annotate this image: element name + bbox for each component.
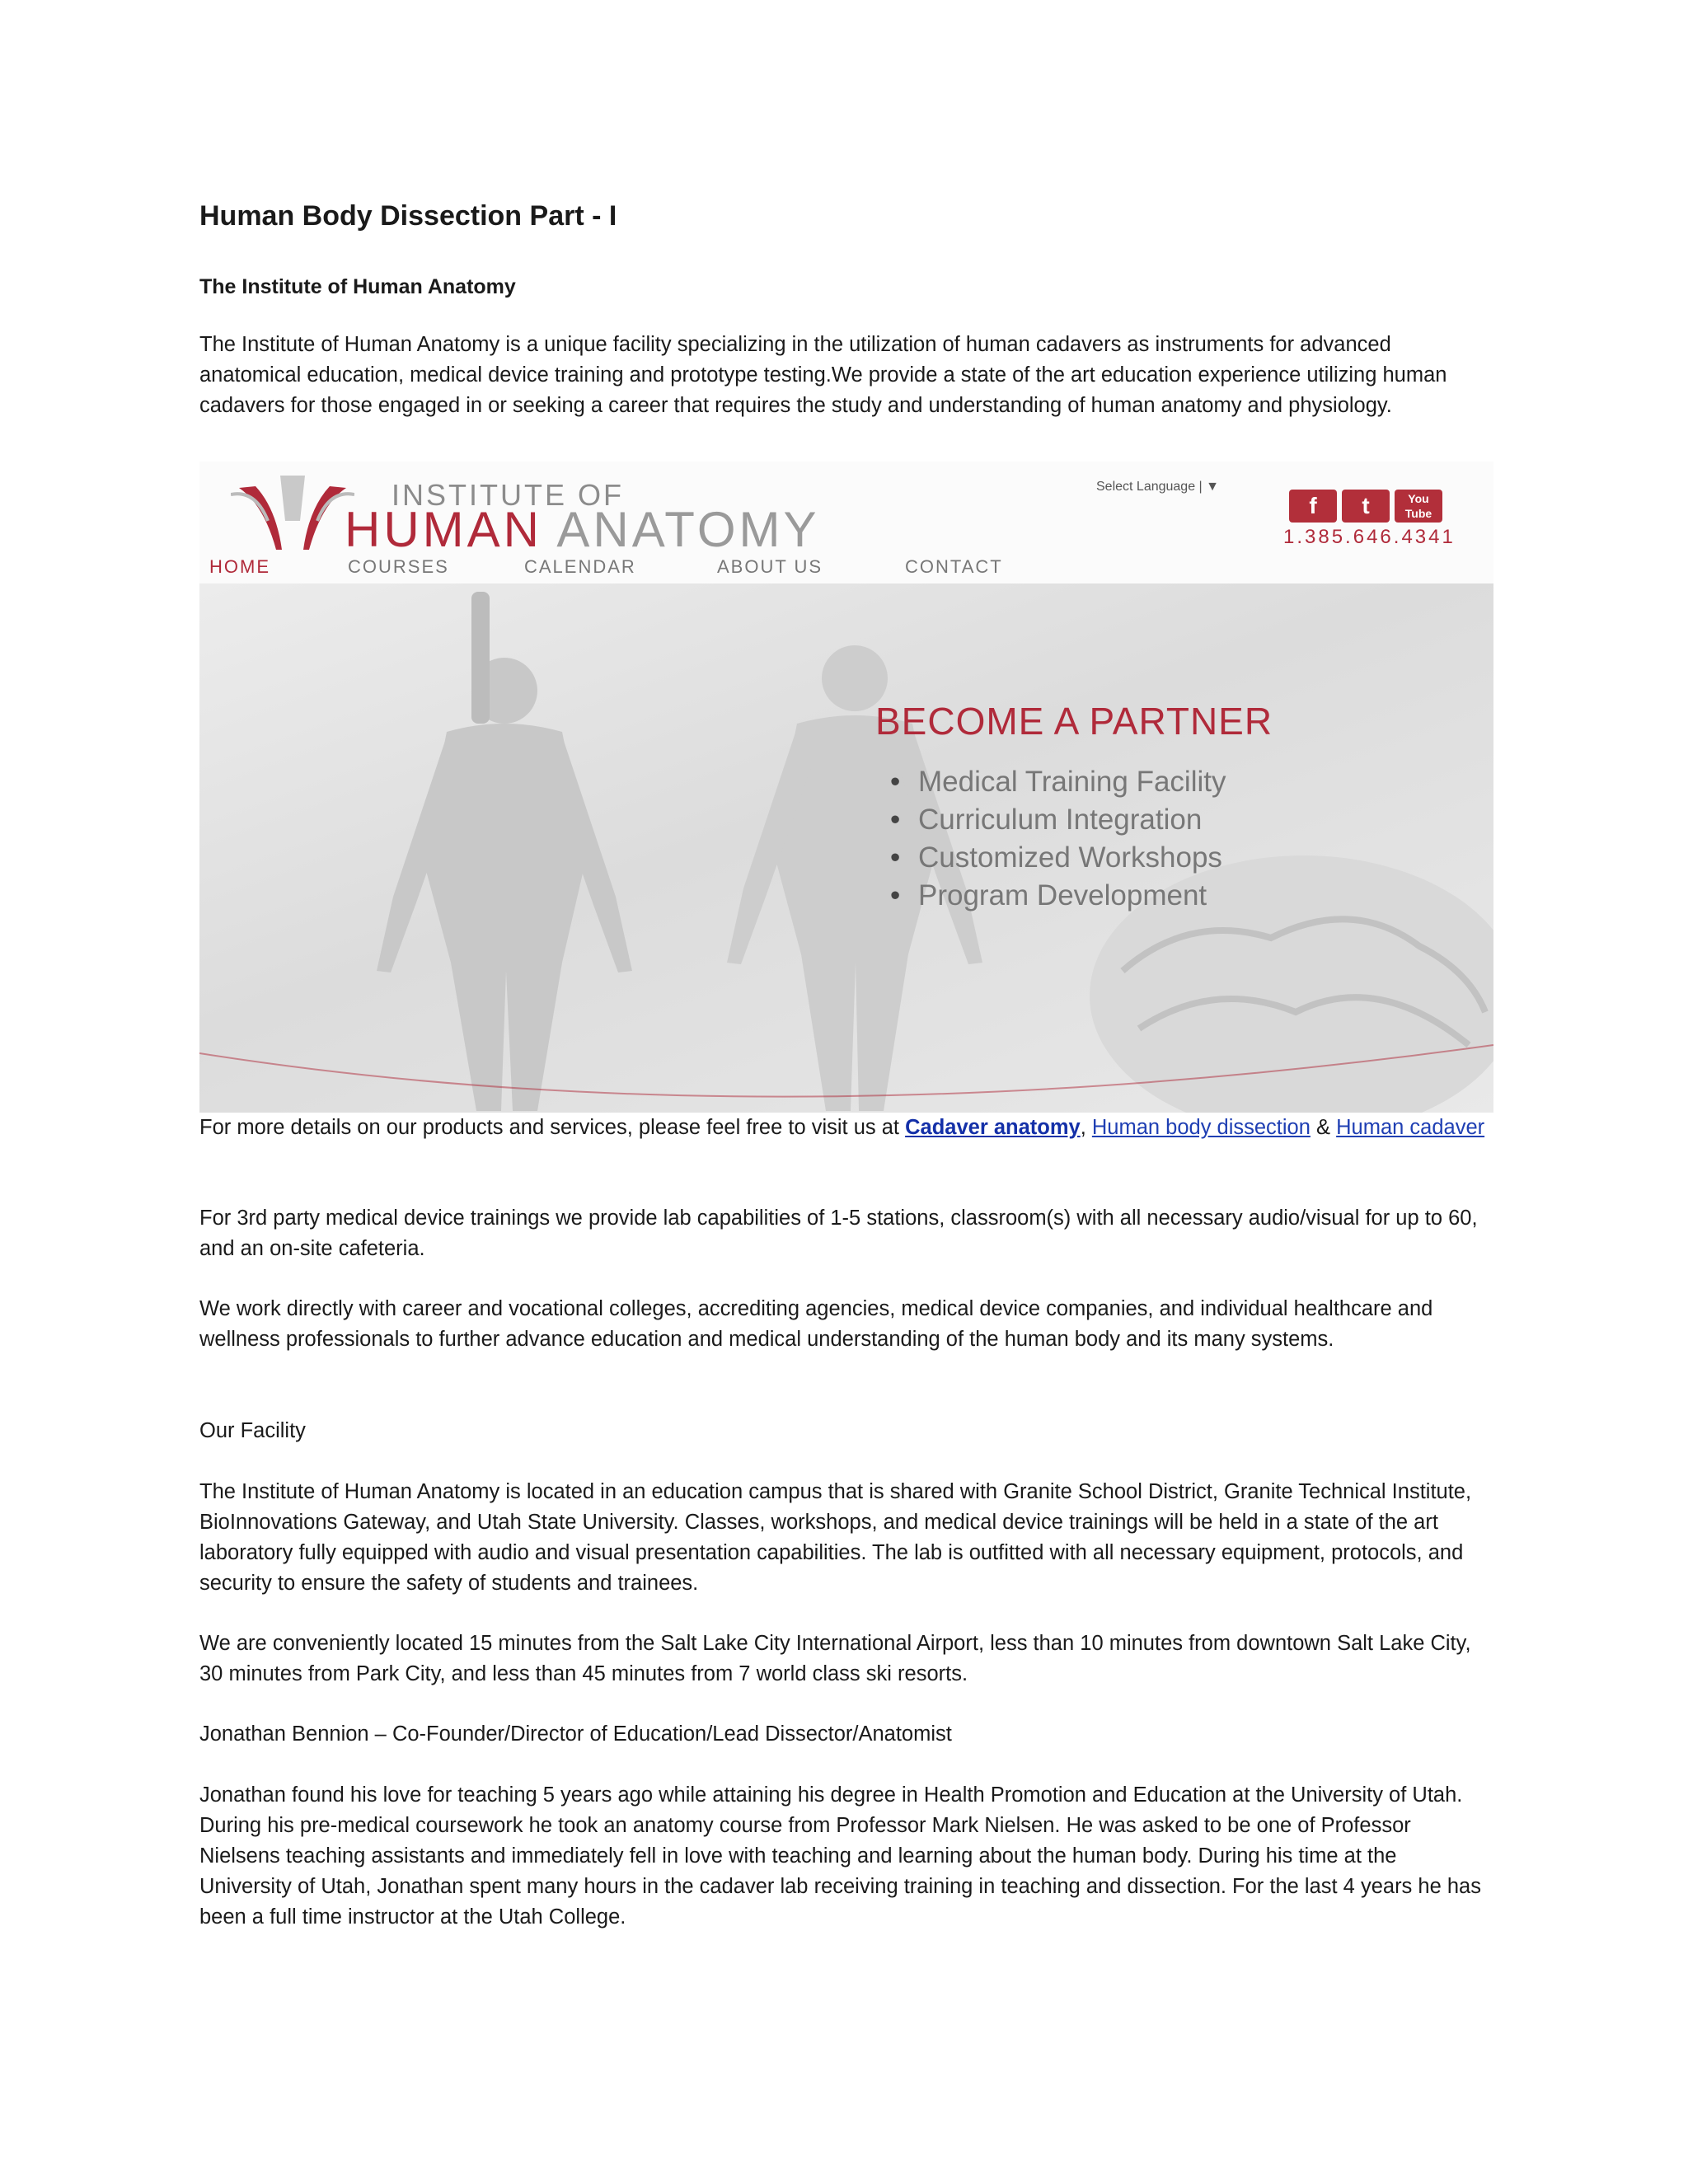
link-human-cadaver[interactable]: Human cadaver [1336,1116,1485,1139]
select-language[interactable]: Select Language | ▼ [1096,480,1219,494]
facebook-icon[interactable]: f [1289,490,1337,523]
document-body [199,196,1493,417]
facility-heading: Our Facility [199,1419,306,1442]
anatomy-figures-illustration [199,583,1493,1113]
partner-bullets [918,763,1226,915]
logo-top-text: INSTITUTE OF [392,478,624,512]
phone-number: 1.385.646.4341 [1283,526,1456,548]
link-cadaver-anatomy[interactable]: Cadaver anatomy [905,1116,1081,1139]
banner-hero [199,583,1493,1113]
details-prefix: For more details on our products and services, please feel free to visit us at [199,1116,906,1139]
person-paragraph: Jonathan found his love for teaching 5 years ago while attaining his degree in Health Promotion and Education at the University of Utah. During his pre-medical coursework he took an anatomy course from Professor Mark Nielsen. He was asked to be one of Professor Nielsens teaching assistants and immediately fell in love with teaching and learning about the human body. During his time at the University of Utah, Jonathan spent many hours in the cadaver lab receiving training in teaching and dissection. For the last 4 years he has been a full time instructor at the Utah College. [199,1783,1481,1929]
details-paragraph [199,1113,1493,1143]
nav-contact[interactable]: CONTACT [905,556,1003,577]
details-sep: & [1310,1116,1337,1139]
pelvis-logo-icon [231,471,354,554]
list-item: • Customized Workshops [918,839,1226,877]
logo-word-human: HUMAN [345,502,542,557]
page-title: Human Body Dissection Part - I [199,200,617,232]
facility-paragraph: The Institute of Human Anatomy is located in an education campus that is shared with Granite School District, Granite Technical Institute, BioInnovations Gateway, and Utah State University. Classes, workshops, and medical device trainings will be held in a state of the art laboratory fully equipped with audio and visual presentation capabilities. The lab is outfitted with all necessary equipment, protocols, and security to ensure the safety of students and trainees. [199,1480,1472,1595]
list-item: • Program Development [918,877,1226,915]
trainings-paragraph: For 3rd party medical device trainings we provide lab capabilities of 1-5 stations, classroom(s) with all necessary audio/visual for up to 60, and an on-site cafeteria. [199,1207,1478,1260]
nav-home[interactable]: HOME [209,556,270,577]
logo-word-anatomy: ANATOMY [556,502,820,557]
location-paragraph: We are conveniently located 15 minutes from the Salt Lake City International Airport, less than 10 minutes from downtown Salt Lake City, 30 minutes from Park City, and less than 45 minutes from 7 world class ski resorts. [199,1632,1471,1685]
link-human-body-dissection[interactable]: Human body dissection [1091,1116,1311,1139]
banner-header [199,462,1493,583]
work-paragraph: We work directly with career and vocational colleges, accrediting agencies, medical device companies, and individual healthcare and wellness professionals to further advance education and medical understanding of the human body and its many systems. [199,1297,1433,1351]
person-heading: Jonathan Bennion – Co-Founder/Director of Education/Lead Dissector/Anatomist [199,1722,952,1746]
website-banner-image [199,462,1493,1113]
nav-courses[interactable]: COURSES [348,556,449,577]
list-item: • Medical Training Facility [918,763,1226,801]
section-heading: The Institute of Human Anatomy [199,275,516,298]
intro-paragraph: The Institute of Human Anatomy is a unique facility specializing in the utilization of human cadavers as instruments for advanced anatomical education, medical device training and prototype testing.We provide a state of the art education experience utilizing human cadavers for those engaged in or seeking a career that requires the study and understanding of human anatomy and physiology. [199,333,1447,417]
twitter-icon[interactable]: t [1342,490,1390,523]
list-item: • Curriculum Integration [918,801,1226,839]
become-partner-headline: BECOME A PARTNER [875,700,1273,743]
details-sep: , [1080,1116,1092,1139]
youtube-icon[interactable]: You Tube [1395,490,1442,523]
logo-main-text [345,501,820,559]
nav-calendar[interactable]: CALENDAR [524,556,636,577]
nav-about-us[interactable]: ABOUT US [717,556,823,577]
